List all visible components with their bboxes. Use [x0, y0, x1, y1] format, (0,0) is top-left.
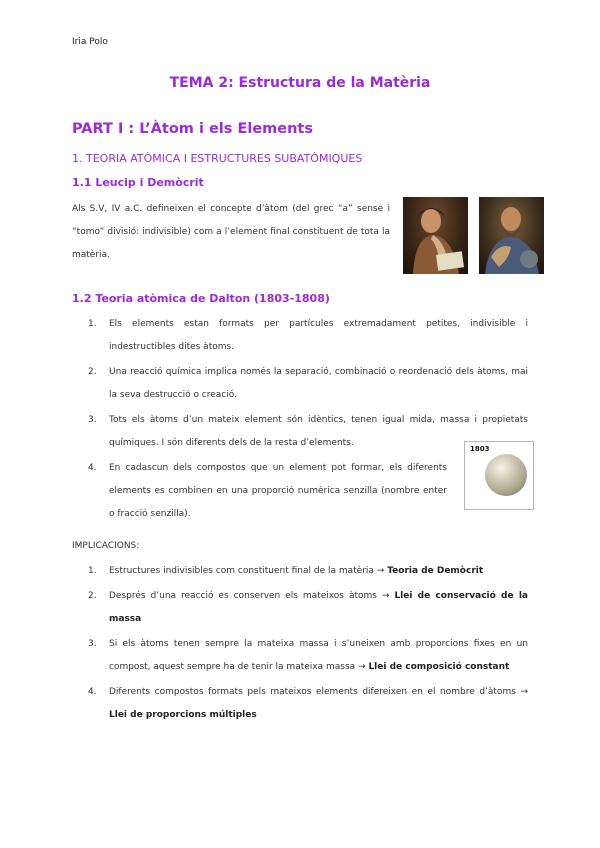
document-title: TEMA 2: Estructura de la Matèria [169, 75, 431, 91]
law-name: Llei de proporcions múltiples [109, 710, 257, 720]
list-text: En cadascun dels compostos que un element pot formar, els diferents elements es combinen en una proporció numèrica senzilla (nombre enter o fracció senzilla). [109, 463, 447, 519]
list-number: 2. [88, 591, 97, 601]
dalton-postulates-list [88, 313, 528, 528]
list-item [88, 313, 528, 359]
implications-list [88, 560, 528, 729]
list-number: 3. [88, 415, 97, 425]
figure-year-label: 1803 [470, 445, 490, 453]
author-name: Iria Polo [72, 37, 108, 47]
list-text: Si els àtoms tenen sempre la mateixa massa i s’uneixen amb proporcions fixes en un compost, aquest sempre ha de tenir la mateixa massa → [109, 639, 528, 672]
list-item [88, 409, 528, 455]
list-number: 4. [88, 687, 97, 697]
section-heading: 1. TEORIA ATÒMICA I ESTRUCTURES SUBATÒMIQUES [72, 152, 363, 165]
list-text: Diferents compostos formats pels mateixos elements difereixen en el nombre d’àtoms → [109, 687, 528, 697]
list-item [88, 361, 528, 407]
list-item [88, 585, 528, 631]
law-name: Llei de conservació de la massa [109, 591, 528, 624]
list-number: 1. [88, 319, 97, 329]
portrait-democrit-image [479, 197, 544, 274]
list-text: Una reacció química implica només la separació, combinació o reordenació dels àtoms, mai la seva destrucció o creació. [109, 367, 528, 400]
subsection-heading-leucip: 1.1 Leucip i Demòcrit [72, 176, 204, 189]
list-number: 2. [88, 367, 97, 377]
law-name: Llei de composició constant [368, 662, 510, 672]
list-text: Estructures indivisibles com constituent final de la matèria → [109, 566, 385, 576]
list-item [88, 681, 528, 727]
portrait-leucip-image [403, 197, 468, 274]
atom-sphere-icon [485, 454, 527, 496]
subsection-heading-dalton: 1.2 Teoria atòmica de Dalton (1803-1808) [72, 292, 330, 305]
list-number: 3. [88, 639, 97, 649]
list-number: 1. [88, 566, 97, 576]
dalton-atom-figure [464, 441, 534, 510]
list-text: Els elements estan formats per partícules extremadament petites, indivisible i indestructibles dites àtoms. [109, 319, 528, 352]
implications-heading: IMPLICACIONS: [72, 541, 140, 551]
intro-paragraph: Als S.V, IV a.C. defineixen el concepte d’àtom (del grec “a” sense i “tomo” divisió: indivisible) com a l’element final constituent de tota la matèria. [72, 204, 390, 260]
list-item [88, 633, 528, 679]
list-number: 4. [88, 463, 97, 473]
part-title: PART I : L’Àtom i els Elements [72, 121, 313, 137]
list-text: Tots els àtoms d’un mateix element són idèntics, tenen igual mida, massa i propietats químiques. I són diferents dels de la resta d’elements. [109, 415, 528, 448]
law-name: Teoria de Demòcrit [387, 566, 484, 576]
list-item [88, 560, 528, 583]
list-item [88, 457, 447, 526]
list-text: Després d’una reacció es conserven els mateixos àtoms → [109, 591, 390, 601]
